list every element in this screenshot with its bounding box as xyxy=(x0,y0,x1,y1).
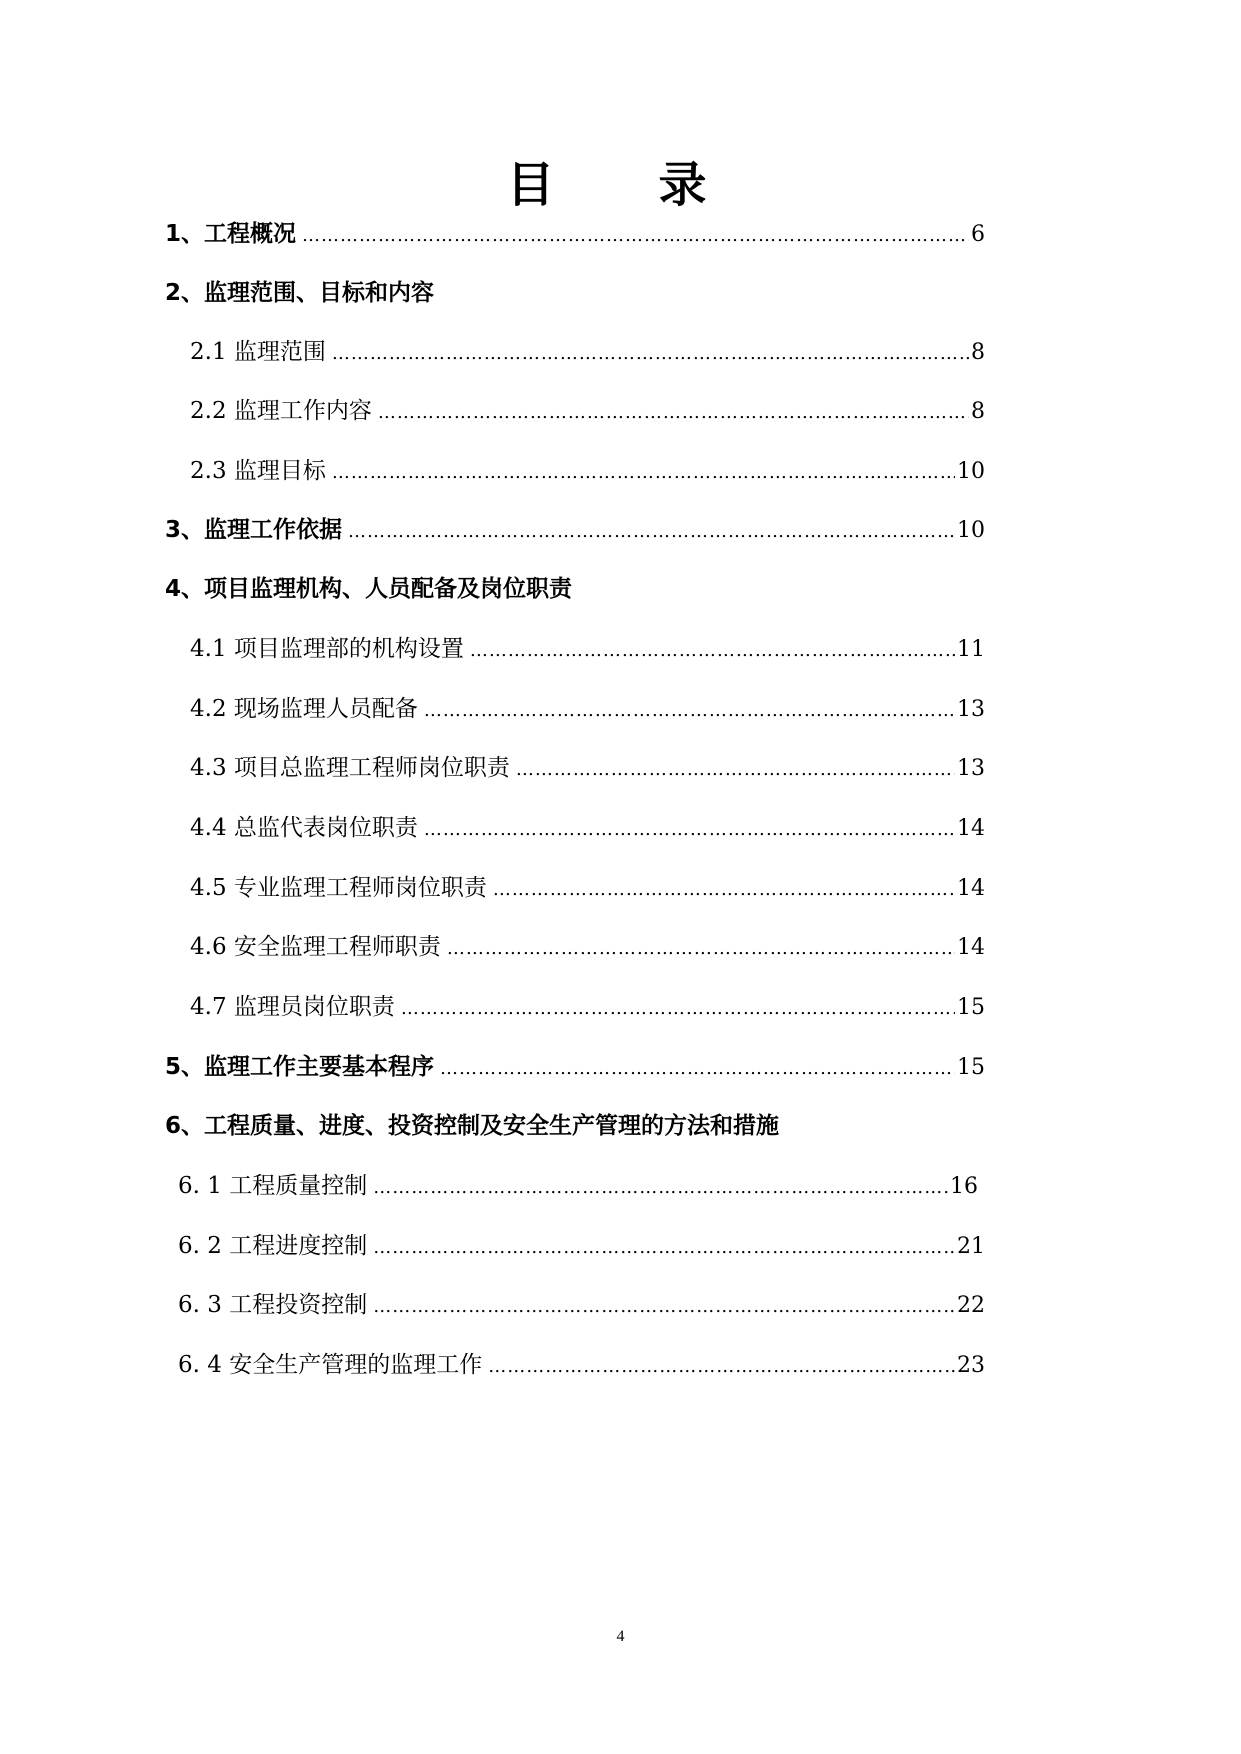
toc-entry[interactable] xyxy=(190,689,985,729)
toc-entry-page: 11 xyxy=(957,637,985,662)
toc-entry[interactable] xyxy=(165,214,985,254)
toc-entry-page: 14 xyxy=(957,935,985,960)
toc-entry[interactable] xyxy=(178,1226,985,1266)
toc-entry[interactable] xyxy=(165,569,985,609)
toc-entry-label: 6. 3 工程投资控制 xyxy=(178,1292,368,1318)
toc-dot-leader xyxy=(440,1049,955,1089)
toc-entry-page: 13 xyxy=(957,697,985,722)
toc-entry[interactable] xyxy=(190,332,985,372)
toc-entry-label: 4.3 项目总监理工程师岗位职责 xyxy=(190,755,510,781)
toc-entry-label: 4、项目监理机构、人员配备及岗位职责 xyxy=(165,576,573,602)
toc-entry-page: 15 xyxy=(957,995,985,1020)
toc-entry-page: 6 xyxy=(971,222,985,247)
toc-entry[interactable] xyxy=(178,1345,985,1385)
toc-entry[interactable] xyxy=(165,510,985,550)
toc-entry[interactable] xyxy=(190,868,985,908)
toc-dot-leader xyxy=(424,810,955,850)
toc-entry[interactable] xyxy=(190,629,985,669)
toc-entry-page: 21 xyxy=(957,1234,985,1259)
toc-entry[interactable] xyxy=(178,1285,985,1325)
toc-dot-leader xyxy=(373,1168,948,1208)
toc-dot-leader xyxy=(488,1347,955,1387)
toc-entry-page: 23 xyxy=(957,1353,985,1378)
toc-dot-leader xyxy=(470,631,955,671)
toc-entry-page: 10 xyxy=(957,459,985,484)
toc-entry-label: 3、监理工作依据 xyxy=(165,517,343,543)
toc-entry-page: 8 xyxy=(971,399,985,424)
toc-entry-label: 6、工程质量、进度、投资控制及安全生产管理的方法和措施 xyxy=(165,1113,780,1139)
toc-entry-label: 2.3 监理目标 xyxy=(190,458,326,484)
toc-dot-leader xyxy=(348,512,955,552)
toc-entry-label: 6. 2 工程进度控制 xyxy=(178,1233,368,1259)
toc-entry-label: 6. 1 工程质量控制 xyxy=(178,1173,368,1199)
toc-entry-label: 2.1 监理范围 xyxy=(190,339,326,365)
toc-entry-page: 14 xyxy=(957,816,985,841)
toc-entry-label: 1、工程概况 xyxy=(165,221,297,247)
toc-dot-leader xyxy=(493,870,955,910)
toc-entry-label: 2.2 监理工作内容 xyxy=(190,398,372,424)
toc-entry[interactable] xyxy=(190,391,985,431)
toc-entry-page: 10 xyxy=(957,518,985,543)
toc-entry[interactable] xyxy=(165,273,985,313)
toc-entry-label: 4.2 现场监理人员配备 xyxy=(190,696,418,722)
toc-entry[interactable] xyxy=(190,808,985,848)
page-title: 目 录 xyxy=(506,157,735,213)
toc-entry-page: 13 xyxy=(957,756,985,781)
page-number: 4 xyxy=(616,1628,625,1645)
toc-entry[interactable] xyxy=(165,1106,1065,1146)
toc-entry[interactable] xyxy=(165,1047,985,1087)
toc-dot-leader xyxy=(424,691,955,731)
toc-entry-label: 4.6 安全监理工程师职责 xyxy=(190,934,441,960)
toc-entry-page: 14 xyxy=(957,876,985,901)
toc-entry-label: 4.1 项目监理部的机构设置 xyxy=(190,636,464,662)
toc-entry-label: 6. 4 安全生产管理的监理工作 xyxy=(178,1352,483,1378)
toc-dot-leader xyxy=(378,393,969,433)
toc-dot-leader xyxy=(373,1228,955,1268)
toc-entry-page: 22 xyxy=(957,1293,985,1318)
toc-entry[interactable] xyxy=(190,451,985,491)
toc-entry[interactable] xyxy=(190,987,985,1027)
toc-entry[interactable] xyxy=(178,1166,978,1206)
toc-dot-leader xyxy=(516,750,955,790)
toc-entry-page: 15 xyxy=(957,1055,985,1080)
toc-dot-leader xyxy=(447,929,955,969)
toc-dot-leader xyxy=(332,453,955,493)
toc-entry-label: 2、监理范围、目标和内容 xyxy=(165,280,435,306)
toc-entry[interactable] xyxy=(190,748,985,788)
toc-entry[interactable] xyxy=(190,927,985,967)
toc-dot-leader xyxy=(373,1287,955,1327)
toc-dot-leader xyxy=(401,989,955,1029)
toc-entry-page: 8 xyxy=(971,340,985,365)
toc-entry-page: 16 xyxy=(950,1174,978,1199)
toc-entry-label: 4.4 总监代表岗位职责 xyxy=(190,815,418,841)
toc-dot-leader xyxy=(332,334,969,374)
toc-entry-label: 4.5 专业监理工程师岗位职责 xyxy=(190,875,487,901)
toc-entry-label: 4.7 监理员岗位职责 xyxy=(190,994,395,1020)
toc-entry-label: 5、监理工作主要基本程序 xyxy=(165,1054,435,1080)
toc-dot-leader xyxy=(302,216,969,256)
